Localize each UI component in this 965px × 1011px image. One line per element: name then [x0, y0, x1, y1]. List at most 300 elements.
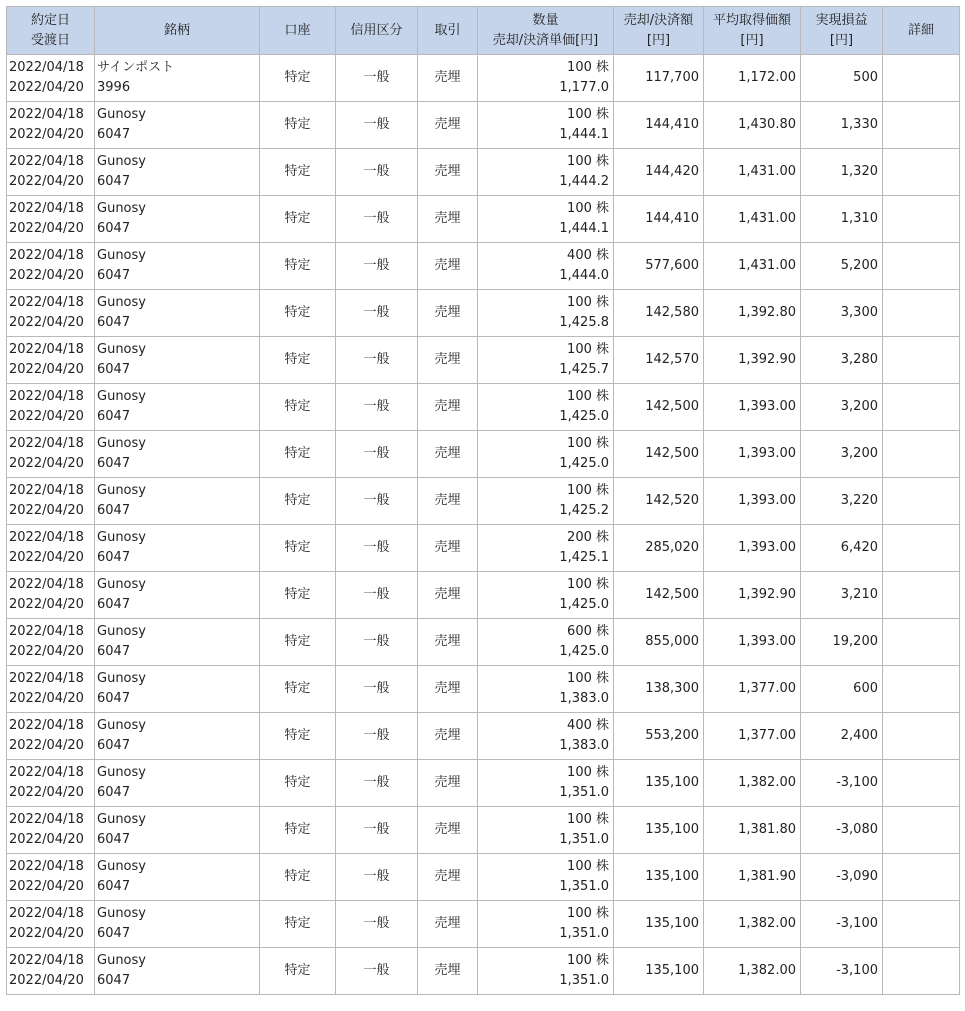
unit-price: 1,351.0: [559, 926, 609, 941]
cell-pnl: 19,200: [801, 619, 883, 666]
stock-name: サインポスト: [97, 60, 175, 75]
cell-trade-type: 売埋: [418, 196, 478, 243]
settle-date: 2022/04/20: [9, 691, 84, 706]
trade-date: 2022/04/18: [9, 953, 84, 968]
stock-name: Gunosy: [97, 906, 146, 921]
unit-price: 1,383.0: [559, 691, 609, 706]
header-settle-date: 受渡日: [30, 32, 70, 48]
cell-account: 特定: [260, 572, 336, 619]
cell-avg-price: 1,431.00: [704, 196, 801, 243]
cell-account: 特定: [260, 713, 336, 760]
cell-avg-price: 1,392.90: [704, 572, 801, 619]
header-pnl-unit: [円]: [829, 32, 854, 48]
unit-price: 1,444.0: [559, 268, 609, 283]
trade-history-table: [6, 6, 960, 995]
cell-detail[interactable]: [883, 55, 960, 102]
stock-code: 6047: [97, 315, 131, 330]
trade-date: 2022/04/18: [9, 248, 84, 263]
cell-stock: [95, 572, 260, 619]
cell-avg-price: 1,393.00: [704, 431, 801, 478]
quantity: 100 株: [567, 436, 609, 451]
header-amount-label: 売却/決済額: [623, 12, 694, 28]
cell-pnl: 3,200: [801, 384, 883, 431]
cell-account: 特定: [260, 807, 336, 854]
cell-dates: [7, 196, 95, 243]
table-header-row: [7, 7, 960, 55]
cell-pnl: 1,320: [801, 149, 883, 196]
cell-account: 特定: [260, 619, 336, 666]
cell-amount: 135,100: [614, 807, 704, 854]
unit-price: 1,425.7: [559, 362, 609, 377]
cell-detail[interactable]: [883, 901, 960, 948]
cell-amount: 144,410: [614, 102, 704, 149]
header-avg-unit: [円]: [740, 32, 764, 48]
stock-code: 6047: [97, 456, 131, 471]
cell-detail[interactable]: [883, 196, 960, 243]
settle-date: 2022/04/20: [9, 80, 84, 95]
cell-amount: 135,100: [614, 760, 704, 807]
unit-price: 1,425.0: [559, 409, 609, 424]
cell-detail[interactable]: [883, 102, 960, 149]
table-row: [7, 149, 960, 196]
table-row: [7, 572, 960, 619]
cell-account: 特定: [260, 196, 336, 243]
unit-price: 1,444.1: [559, 221, 609, 236]
cell-trade-type: 売埋: [418, 572, 478, 619]
cell-credit: 一般: [336, 196, 418, 243]
cell-stock: [95, 948, 260, 995]
cell-detail[interactable]: [883, 243, 960, 290]
table-row: [7, 55, 960, 102]
cell-pnl: 2,400: [801, 713, 883, 760]
cell-avg-price: 1,431.00: [704, 243, 801, 290]
cell-credit: 一般: [336, 901, 418, 948]
trade-date: 2022/04/18: [9, 765, 84, 780]
cell-account: 特定: [260, 525, 336, 572]
cell-pnl: 3,200: [801, 431, 883, 478]
cell-trade-type: 売埋: [418, 384, 478, 431]
trade-date: 2022/04/18: [9, 812, 84, 827]
cell-credit: 一般: [336, 713, 418, 760]
cell-detail[interactable]: [883, 149, 960, 196]
unit-price: 1,444.2: [559, 174, 609, 189]
table-row: [7, 431, 960, 478]
cell-credit: 一般: [336, 807, 418, 854]
stock-code: 6047: [97, 268, 131, 283]
cell-qty-price: [478, 760, 614, 807]
cell-avg-price: 1,377.00: [704, 666, 801, 713]
cell-detail[interactable]: [883, 713, 960, 760]
cell-stock: [95, 384, 260, 431]
cell-trade-type: 売埋: [418, 290, 478, 337]
cell-avg-price: 1,393.00: [704, 619, 801, 666]
cell-detail[interactable]: [883, 807, 960, 854]
header-pnl-label: 実現損益: [815, 12, 868, 28]
settle-date: 2022/04/20: [9, 738, 84, 753]
cell-detail[interactable]: [883, 666, 960, 713]
cell-qty-price: [478, 854, 614, 901]
cell-dates: [7, 572, 95, 619]
cell-dates: [7, 431, 95, 478]
cell-amount: 142,500: [614, 384, 704, 431]
cell-stock: [95, 196, 260, 243]
stock-name: Gunosy: [97, 107, 146, 122]
cell-trade-type: 売埋: [418, 431, 478, 478]
stock-name: Gunosy: [97, 577, 146, 592]
cell-credit: 一般: [336, 337, 418, 384]
quantity: 100 株: [567, 389, 609, 404]
cell-dates: [7, 619, 95, 666]
cell-qty-price: [478, 243, 614, 290]
stock-code: 6047: [97, 597, 131, 612]
quantity: 100 株: [567, 906, 609, 921]
header-qty: [478, 7, 614, 55]
cell-avg-price: 1,382.00: [704, 948, 801, 995]
cell-credit: 一般: [336, 478, 418, 525]
cell-pnl: 500: [801, 55, 883, 102]
cell-qty-price: [478, 525, 614, 572]
unit-price: 1,425.0: [559, 597, 609, 612]
unit-price: 1,425.1: [559, 550, 609, 565]
unit-price: 1,425.8: [559, 315, 609, 330]
stock-name: Gunosy: [97, 342, 146, 357]
cell-dates: [7, 854, 95, 901]
cell-detail[interactable]: [883, 619, 960, 666]
cell-detail[interactable]: [883, 290, 960, 337]
quantity: 100 株: [567, 295, 609, 310]
cell-stock: [95, 102, 260, 149]
header-trade-date: 約定日: [30, 12, 70, 28]
cell-amount: 142,520: [614, 478, 704, 525]
unit-price: 1,351.0: [559, 973, 609, 988]
stock-code: 6047: [97, 879, 131, 894]
quantity: 100 株: [567, 765, 609, 780]
cell-account: 特定: [260, 102, 336, 149]
cell-trade-type: 売埋: [418, 478, 478, 525]
cell-credit: 一般: [336, 384, 418, 431]
cell-qty-price: [478, 478, 614, 525]
cell-stock: [95, 243, 260, 290]
cell-dates: [7, 290, 95, 337]
quantity: 100 株: [567, 812, 609, 827]
stock-code: 6047: [97, 832, 131, 847]
table-row: [7, 243, 960, 290]
cell-qty-price: [478, 55, 614, 102]
cell-account: 特定: [260, 666, 336, 713]
trade-date: 2022/04/18: [9, 389, 84, 404]
table-row: [7, 713, 960, 760]
stock-code: 6047: [97, 926, 131, 941]
cell-stock: [95, 760, 260, 807]
stock-name: Gunosy: [97, 718, 146, 733]
cell-credit: 一般: [336, 854, 418, 901]
table-row: [7, 337, 960, 384]
cell-trade-type: 売埋: [418, 337, 478, 384]
cell-credit: 一般: [336, 525, 418, 572]
cell-stock: [95, 807, 260, 854]
cell-detail[interactable]: [883, 572, 960, 619]
cell-stock: [95, 55, 260, 102]
cell-qty-price: [478, 431, 614, 478]
header-pnl: [801, 7, 883, 55]
cell-pnl: -3,100: [801, 948, 883, 995]
cell-detail[interactable]: [883, 478, 960, 525]
header-price-label: 売却/決済単価[円]: [492, 32, 599, 48]
cell-pnl: -3,080: [801, 807, 883, 854]
header-avg: [704, 7, 801, 55]
header-dates: [7, 7, 95, 55]
cell-trade-type: 売埋: [418, 948, 478, 995]
cell-credit: 一般: [336, 149, 418, 196]
cell-account: 特定: [260, 290, 336, 337]
cell-amount: 855,000: [614, 619, 704, 666]
settle-date: 2022/04/20: [9, 973, 84, 988]
stock-code: 6047: [97, 973, 131, 988]
unit-price: 1,425.2: [559, 503, 609, 518]
stock-code: 6047: [97, 409, 131, 424]
cell-avg-price: 1,381.90: [704, 854, 801, 901]
cell-trade-type: 売埋: [418, 666, 478, 713]
cell-trade-type: 売埋: [418, 760, 478, 807]
cell-stock: [95, 525, 260, 572]
cell-avg-price: 1,172.00: [704, 55, 801, 102]
header-account: 口座: [260, 7, 336, 55]
cell-qty-price: [478, 290, 614, 337]
stock-name: Gunosy: [97, 671, 146, 686]
cell-credit: 一般: [336, 948, 418, 995]
cell-detail[interactable]: [883, 525, 960, 572]
cell-amount: 138,300: [614, 666, 704, 713]
trade-date: 2022/04/18: [9, 906, 84, 921]
cell-qty-price: [478, 149, 614, 196]
quantity: 400 株: [567, 718, 609, 733]
cell-pnl: 3,220: [801, 478, 883, 525]
header-credit: 信用区分: [336, 7, 418, 55]
stock-name: Gunosy: [97, 624, 146, 639]
unit-price: 1,425.0: [559, 644, 609, 659]
quantity: 100 株: [567, 859, 609, 874]
quantity: 600 株: [567, 624, 609, 639]
quantity: 100 株: [567, 107, 609, 122]
cell-credit: 一般: [336, 102, 418, 149]
cell-credit: 一般: [336, 619, 418, 666]
trade-date: 2022/04/18: [9, 483, 84, 498]
stock-name: Gunosy: [97, 154, 146, 169]
cell-qty-price: [478, 102, 614, 149]
cell-pnl: 3,280: [801, 337, 883, 384]
unit-price: 1,177.0: [559, 80, 609, 95]
cell-account: 特定: [260, 149, 336, 196]
cell-amount: 142,500: [614, 431, 704, 478]
cell-account: 特定: [260, 854, 336, 901]
stock-code: 6047: [97, 127, 131, 142]
cell-qty-price: [478, 666, 614, 713]
cell-pnl: -3,090: [801, 854, 883, 901]
cell-dates: [7, 901, 95, 948]
table-row: [7, 854, 960, 901]
cell-stock: [95, 901, 260, 948]
cell-amount: 142,570: [614, 337, 704, 384]
cell-dates: [7, 948, 95, 995]
cell-stock: [95, 666, 260, 713]
cell-dates: [7, 337, 95, 384]
table-row: [7, 619, 960, 666]
cell-trade-type: 売埋: [418, 55, 478, 102]
stock-code: 6047: [97, 503, 131, 518]
cell-detail[interactable]: [883, 431, 960, 478]
cell-avg-price: 1,430.80: [704, 102, 801, 149]
cell-dates: [7, 760, 95, 807]
cell-amount: 285,020: [614, 525, 704, 572]
cell-avg-price: 1,393.00: [704, 384, 801, 431]
settle-date: 2022/04/20: [9, 362, 84, 377]
cell-account: 特定: [260, 431, 336, 478]
trade-date: 2022/04/18: [9, 60, 84, 75]
cell-avg-price: 1,382.00: [704, 901, 801, 948]
settle-date: 2022/04/20: [9, 644, 84, 659]
cell-dates: [7, 713, 95, 760]
stock-code: 3996: [97, 80, 131, 95]
cell-dates: [7, 55, 95, 102]
cell-qty-price: [478, 196, 614, 243]
stock-name: Gunosy: [97, 859, 146, 874]
cell-amount: 142,580: [614, 290, 704, 337]
cell-pnl: 6,420: [801, 525, 883, 572]
trade-date: 2022/04/18: [9, 342, 84, 357]
header-avg-label: 平均取得価額: [712, 12, 791, 28]
trade-date: 2022/04/18: [9, 718, 84, 733]
quantity: 100 株: [567, 577, 609, 592]
cell-qty-price: [478, 337, 614, 384]
cell-amount: 135,100: [614, 948, 704, 995]
cell-account: 特定: [260, 948, 336, 995]
cell-pnl: -3,100: [801, 760, 883, 807]
cell-account: 特定: [260, 384, 336, 431]
unit-price: 1,351.0: [559, 785, 609, 800]
cell-qty-price: [478, 619, 614, 666]
quantity: 100 株: [567, 671, 609, 686]
cell-credit: 一般: [336, 760, 418, 807]
stock-code: 6047: [97, 221, 131, 236]
stock-name: Gunosy: [97, 765, 146, 780]
cell-dates: [7, 102, 95, 149]
trade-date: 2022/04/18: [9, 436, 84, 451]
trade-date: 2022/04/18: [9, 671, 84, 686]
cell-amount: 144,420: [614, 149, 704, 196]
stock-code: 6047: [97, 174, 131, 189]
table-row: [7, 760, 960, 807]
settle-date: 2022/04/20: [9, 315, 84, 330]
table-row: [7, 525, 960, 572]
table-row: [7, 807, 960, 854]
cell-amount: 135,100: [614, 901, 704, 948]
stock-name: Gunosy: [97, 201, 146, 216]
cell-trade-type: 売埋: [418, 525, 478, 572]
cell-amount: 553,200: [614, 713, 704, 760]
settle-date: 2022/04/20: [9, 127, 84, 142]
trade-date: 2022/04/18: [9, 201, 84, 216]
cell-trade-type: 売埋: [418, 149, 478, 196]
cell-trade-type: 売埋: [418, 713, 478, 760]
cell-account: 特定: [260, 243, 336, 290]
trade-date: 2022/04/18: [9, 295, 84, 310]
stock-code: 6047: [97, 691, 131, 706]
cell-avg-price: 1,381.80: [704, 807, 801, 854]
quantity: 200 株: [567, 530, 609, 545]
quantity: 100 株: [567, 60, 609, 75]
cell-credit: 一般: [336, 55, 418, 102]
stock-name: Gunosy: [97, 389, 146, 404]
cell-dates: [7, 149, 95, 196]
cell-detail[interactable]: [883, 384, 960, 431]
cell-account: 特定: [260, 760, 336, 807]
unit-price: 1,351.0: [559, 832, 609, 847]
cell-detail[interactable]: [883, 760, 960, 807]
cell-pnl: 3,210: [801, 572, 883, 619]
settle-date: 2022/04/20: [9, 597, 84, 612]
cell-pnl: 3,300: [801, 290, 883, 337]
cell-detail[interactable]: [883, 854, 960, 901]
table-row: [7, 384, 960, 431]
stock-code: 6047: [97, 644, 131, 659]
trade-date: 2022/04/18: [9, 859, 84, 874]
cell-avg-price: 1,382.00: [704, 760, 801, 807]
cell-avg-price: 1,393.00: [704, 525, 801, 572]
cell-dates: [7, 478, 95, 525]
stock-name: Gunosy: [97, 812, 146, 827]
unit-price: 1,425.0: [559, 456, 609, 471]
header-trade: 取引: [418, 7, 478, 55]
header-qty-label: 数量: [532, 12, 559, 28]
stock-name: Gunosy: [97, 248, 146, 263]
cell-credit: 一般: [336, 431, 418, 478]
stock-name: Gunosy: [97, 436, 146, 451]
cell-stock: [95, 149, 260, 196]
settle-date: 2022/04/20: [9, 174, 84, 189]
cell-stock: [95, 478, 260, 525]
trade-date: 2022/04/18: [9, 577, 84, 592]
cell-avg-price: 1,393.00: [704, 478, 801, 525]
trade-history-table-wrapper: [6, 6, 959, 995]
quantity: 100 株: [567, 201, 609, 216]
table-row: [7, 901, 960, 948]
cell-trade-type: 売埋: [418, 854, 478, 901]
header-amount-unit: [円]: [646, 32, 671, 48]
stock-name: Gunosy: [97, 295, 146, 310]
stock-code: 6047: [97, 550, 131, 565]
cell-credit: 一般: [336, 666, 418, 713]
cell-trade-type: 売埋: [418, 901, 478, 948]
settle-date: 2022/04/20: [9, 221, 84, 236]
cell-qty-price: [478, 807, 614, 854]
table-row: [7, 478, 960, 525]
cell-account: 特定: [260, 55, 336, 102]
settle-date: 2022/04/20: [9, 409, 84, 424]
header-amount: [614, 7, 704, 55]
quantity: 100 株: [567, 483, 609, 498]
cell-trade-type: 売埋: [418, 102, 478, 149]
cell-credit: 一般: [336, 572, 418, 619]
cell-account: 特定: [260, 337, 336, 384]
cell-pnl: 1,310: [801, 196, 883, 243]
cell-detail[interactable]: [883, 948, 960, 995]
cell-stock: [95, 713, 260, 760]
cell-qty-price: [478, 572, 614, 619]
cell-qty-price: [478, 901, 614, 948]
table-row: [7, 666, 960, 713]
table-row: [7, 102, 960, 149]
cell-detail[interactable]: [883, 337, 960, 384]
